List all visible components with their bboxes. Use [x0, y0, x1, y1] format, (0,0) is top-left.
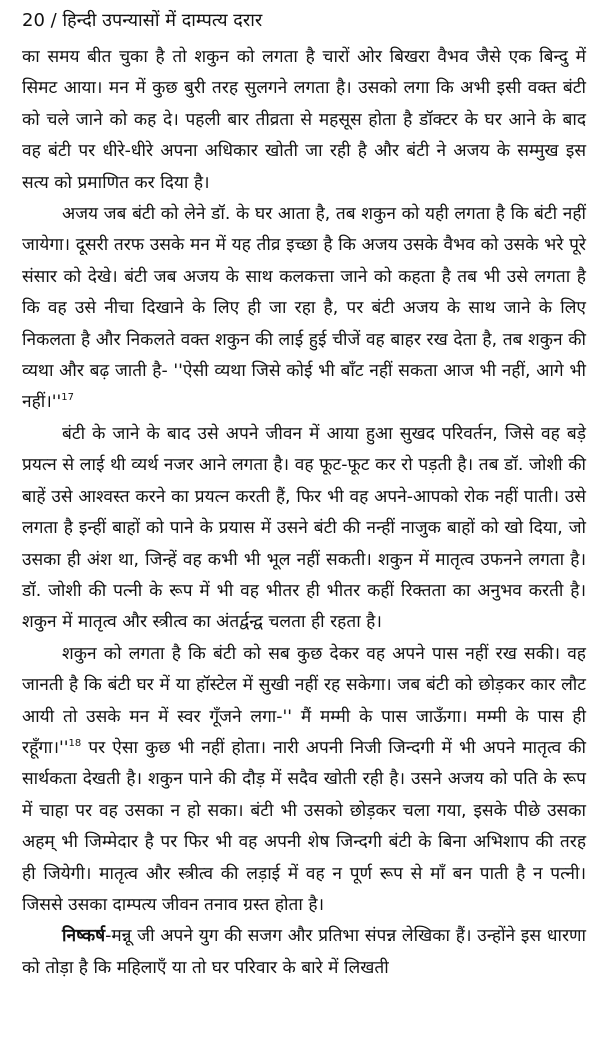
paragraph-3 — [22, 419, 586, 639]
conclusion-heading: निष्कर्ष — [62, 926, 106, 947]
running-title: हिन्दी उपन्यासों में दाम्पत्य दरार — [62, 10, 263, 31]
paragraph-5 — [22, 921, 586, 984]
footnote-marker: 18 — [68, 738, 82, 750]
paragraph-text: शकुन को लगता है कि बंटी को सब कुछ देकर वह अपने पास नहीं रख सकी। वह जानती है कि बंटी घर में या हॉस्टेल में सुखी नहीं रह सकेगा। जब बंटी को छोड़कर कार लौट आयी तो उसके मन में स्वर गूँजने लगा-'' मैं मम्मी के पास जाऊँगा। मम्मी के पास ही रहूँगा।'' — [22, 643, 586, 758]
paragraph-text: पर ऐसा कुछ भी नहीं होता। नारी अपनी निजी जिन्दगी में भी अपने मातृत्व की सार्थकता देखती है। शकुन पाने की दौड़ में सदैव खोती रही है। उसने अजय को पति के रूप में चाहा पर वह उसका न हो सका। बंटी भी उसको छोड़कर चला गया, इसके पीछे उसका अहम् भी जिम्मेदार है पर फिर भी वह अपनी शेष जिन्दगी बंटी के बिना अभिशाप की तरह ही जियेगी। मातृत्व और स्त्रीत्व की लड़ाई में वह न पूर्ण रूप से माँ बन पाती है न पत्नी। जिससे उसका दाम्पत्य जीवन तनाव ग्रस्त होता है। — [22, 737, 586, 915]
paragraph-1 — [22, 42, 586, 199]
paragraph-2 — [22, 199, 586, 419]
running-header — [22, 8, 586, 42]
header-separator: / — [50, 10, 57, 31]
page-number: 20 — [22, 10, 45, 31]
footnote-marker: 17 — [61, 392, 75, 404]
paragraph-text: का समय बीत चुका है तो शकुन को लगता है चारों ओर बिखरा वैभव जैसे एक बिन्दु में सिमट आया। मन में कुछ बुरी तरह सुलगने लगता है। उसको लगा कि अभी इसी वक्त बंटी को चले जाने को कह दे। पहली बार तीव्रता से महसूस होता है डॉक्टर के घर आने के बाद वह बंटी पर धीरे-धीरे अपना अधिकार खोती जा रही है और बंटी ने अजय के सम्मुख इस सत्य को प्रमाणित कर दिया है। — [22, 47, 586, 193]
paragraph-4 — [22, 639, 586, 922]
body-text — [22, 42, 586, 984]
paragraph-text: बंटी के जाने के बाद उसे अपने जीवन में आया हुआ सुखद परिवर्तन, जिसे वह बड़े प्रयत्न से लाई थी व्यर्थ नजर आने लगता है। वह फूट-फूट कर रो पड़ती है। तब डॉ. जोशी की बाहें उसे आश्वस्त करने का प्रयत्न करती हैं, फिर भी वह अपने-आपको रोक नहीं पाती। उसे लगता है इन्हीं बाहों को पाने के प्रयास में उसने बंटी की नन्हीं नाजुक बाहों को खो दिया, जो उसका ही अंश था, जिन्हें वह कभी भी भूल नहीं सकती। शकुन में मातृत्व उफनने लगता है। डॉ. जोशी की पत्नी के रूप में भी वह भीतर ही भीतर कहीं रिक्तता का अनुभव करती है। शकुन में मातृत्व और स्त्रीत्व का अंतर्द्वन्द्व चलता ही रहता है। — [22, 423, 586, 633]
paragraph-text: अजय जब बंटी को लेने डॉ. के घर आता है, तब शकुन को यही लगता है कि बंटी नहीं जायेगा। दूसरी तरफ उसके मन में यह तीव्र इच्छा है कि अजय उसके वैभव को उसके भरे पूरे संसार को देखे। बंटी जब अजय के साथ कलकत्ता जाने को कहता है तब भी उसे लगता है कि वह उसे नीचा दिखाने के लिए ही जा रहा है, पर बंटी अजय के साथ जाने के लिए निकलता है और निकलते वक्त शकुन की लाई हुई चीजें वह बाहर रख देता है, तब शकुन की व्यथा और बढ़ जाती है- ''ऐसी व्यथा जिसे कोई भी बाँट नहीं सकता आज भी नहीं, आगे भी नहीं।'' — [22, 204, 586, 413]
paragraph-text: -मन्नू जी अपने युग की सजग और प्रतिभा संपन्न लेखिका हैं। उन्होंने इस धारणा को तोड़ा है कि महिलाएँ या तो घर परिवार के बारे में लिखती — [22, 926, 586, 978]
